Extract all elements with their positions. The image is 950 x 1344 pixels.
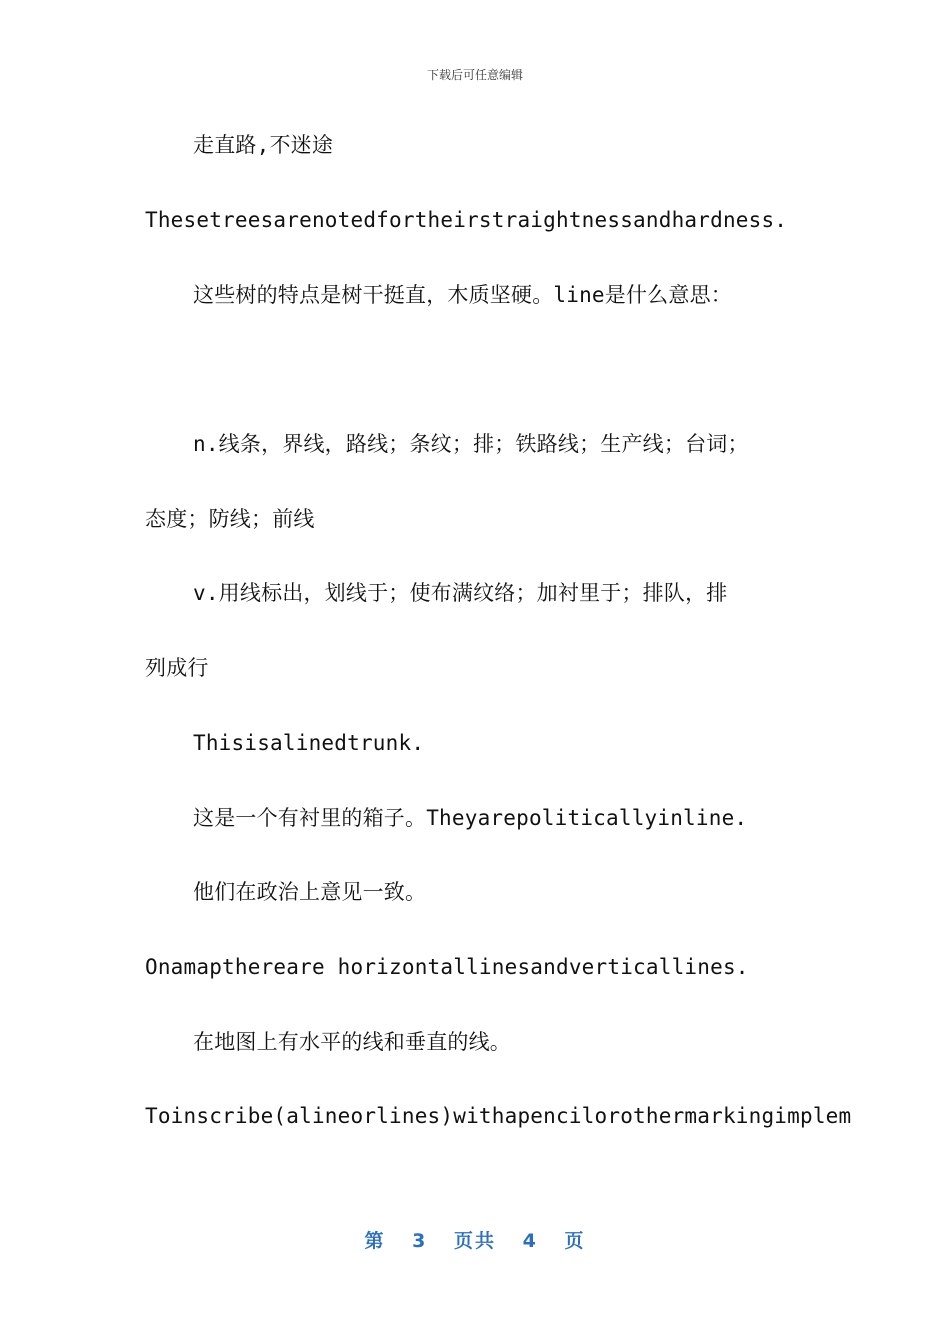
text-line: 这是一个有衬里的箱子。Theyarepoliticallyinline. [193, 806, 748, 830]
text-line: Thesetreesarenotedfortheirstraightnessandhardness. [145, 208, 788, 232]
current-page-number: 3 [412, 1230, 428, 1252]
text-line: 走直路,不迷途 [193, 133, 334, 157]
page-header: 下载后可任意编辑 [426, 68, 523, 82]
footer-suffix: 页 [564, 1230, 586, 1252]
text-line: n.线条，界线，路线；条纹；排；铁路线；生产线；台词； [193, 432, 749, 456]
text-line: Thisisalinedtrunk. [193, 731, 425, 755]
footer-prefix: 第 [364, 1230, 386, 1252]
text-line: 态度；防线；前线 [145, 507, 315, 531]
text-line: Onamapthereare horizontallinesandverticallines. [145, 955, 749, 979]
text-line: 在地图上有水平的线和垂直的线。 [193, 1030, 511, 1054]
text-line: v.用线标出，划线于；使布满纹络；加衬里于；排队，排 [193, 581, 728, 605]
total-pages-number: 4 [522, 1230, 538, 1252]
footer-middle: 页共 [453, 1230, 496, 1252]
text-line: Toinscribe(alineorlines)withapencilorothermarkingimplem [145, 1104, 852, 1128]
page-number-footer [0, 1226, 950, 1253]
text-line: 这些树的特点是树干挺直，木质坚硬。line是什么意思： [193, 283, 732, 307]
text-line: 列成行 [145, 656, 209, 680]
text-line: 他们在政治上意见一致。 [193, 880, 427, 904]
